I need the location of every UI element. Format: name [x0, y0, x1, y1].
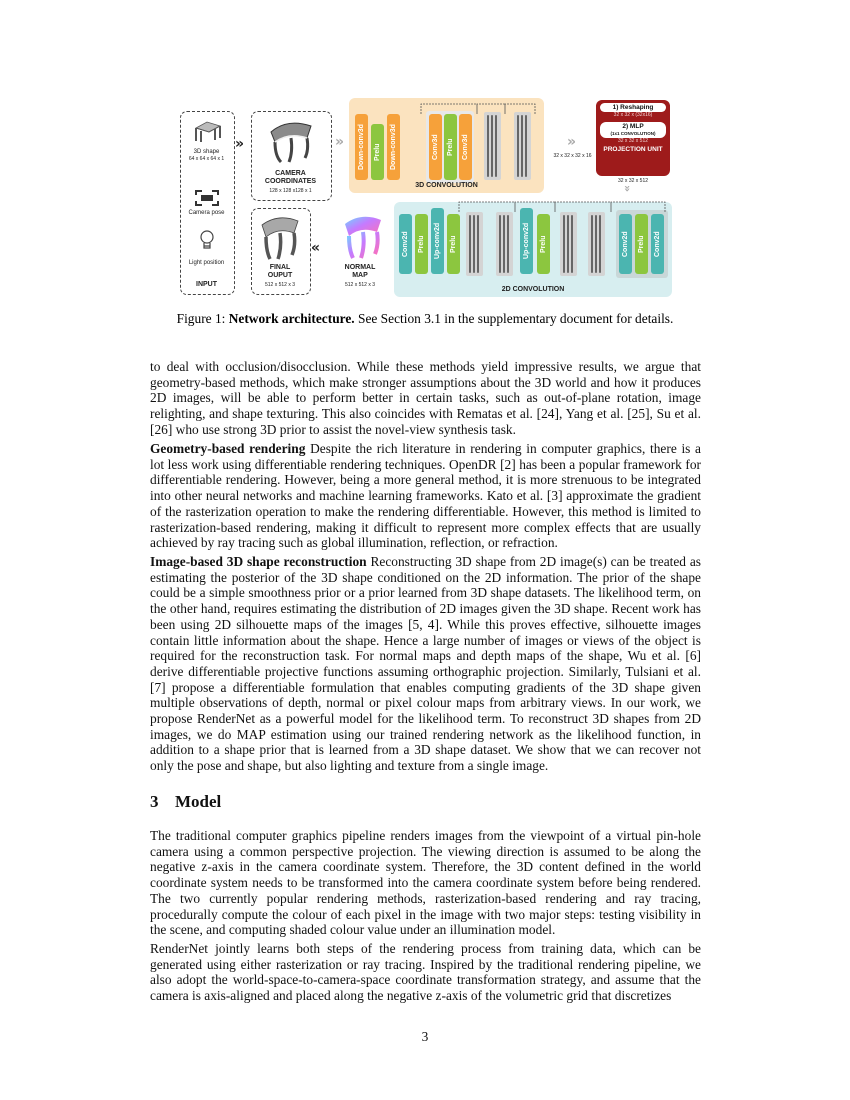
conv2d-layer-prelu: Prelu	[415, 214, 428, 274]
section-number: 3	[150, 792, 159, 811]
conv2d-residual-stack	[588, 212, 605, 276]
page-number: 3	[421, 1029, 429, 1044]
camera-frame-icon	[194, 189, 220, 207]
camera-dims: 128 x 128 x128 x 1	[269, 188, 312, 194]
caption-bold: Network architecture.	[228, 311, 355, 326]
paragraph-heading: Image-based 3D shape reconstruction	[150, 554, 367, 569]
conv3d-output-dims: 32 x 32 x 32 x 16	[553, 153, 592, 159]
conv3d-title: 3D CONVOLUTION	[415, 182, 478, 189]
conv2d-layer-conv2d: Conv2d	[399, 214, 412, 274]
input-shape-dims: 64 x 64 x 64 x 1	[188, 156, 225, 162]
chevron-right-icon: »	[567, 134, 577, 150]
chair-mesh-icon	[265, 116, 317, 166]
conv2d-residual-stack	[466, 212, 483, 276]
camera-title-line2: COORDINATES	[264, 178, 317, 185]
chair-3d-icon	[193, 118, 223, 144]
projection-unit	[596, 100, 670, 176]
conv2d-layer-prelu-2: Prelu	[447, 214, 460, 274]
conv3d-layer-down-conv3d-2: Down-conv3d	[387, 114, 400, 180]
projection-step2-dims: 32 x 32 x 512	[617, 138, 649, 144]
caption-prefix: Figure 1:	[176, 311, 229, 326]
conv3d-residual-stack	[484, 112, 501, 180]
conv3d-layer-down-conv3d: Down-conv3d	[355, 114, 368, 180]
chevron-left-icon: «	[311, 240, 321, 256]
input-shape-label: 3D shape	[193, 149, 220, 155]
projection-step1: 1) Reshaping	[600, 103, 666, 112]
conv3d-residual-stack	[514, 112, 531, 180]
chevron-right-icon: »	[235, 136, 245, 152]
conv3d-layer-prelu-2: Prelu	[444, 114, 457, 180]
final-title-line2: OUPUT	[267, 272, 293, 279]
conv2d-skip-connections	[455, 200, 670, 214]
paragraph-body: Reconstructing 3D shape from 2D image(s) can be treated as estimating the posterior of the 3D shape conditioned on the 2D information. The prior of the shape could be a simple smoothness prior or a prior learned from 3D shape datasets. The likelihood term, on the other hand, requires estimating the distribution of 2D images given the 3D shape. Recent work has been using 2D silhouette maps of the images [5, 4]. While this proves effective, silhouette images contain little information about the shape. Hence a large number of images or views of the object is required for the reconstruction task. For normal maps and depth maps of the shape, Wu et al. [6] derive differentiable projective functions assuming orthographic projection. Similarly, Tulsiani et al. [7] propose a differentiable formulation that enables computing gradients of the 3D shape given multiple observations of depth, normal or pixel colour maps from arbitrary views. In our work, we propose RenderNet as a powerful model for the likelihood term. To reconstruct 3D shapes from 2D images, we do MAP estimation using our trained rendering network as the likelihood function, in addition to a shape prior that is learned from a 3D shape dataset. We show that we can recover not only the pose and shape, but also lighting and texture from a single image.	[150, 554, 701, 774]
paragraph-geometry-rendering	[150, 441, 701, 551]
section-heading	[150, 792, 221, 812]
chevron-down-icon: »	[621, 184, 635, 193]
input-title: INPUT	[196, 281, 217, 288]
paragraph-intro: to deal with occlusion/disocclusion. While these methods yield impressive results, we argue that geometry-based methods, which make stronger assumptions about the 3D world and how it produces 2D images, will be able to perform better in certain tasks, such as out-of-plane rotation, image relighting, and shape texturing. This also coincides with Rematas et al. [24], Yang et al. [25], Su et al. [26] who use strong 3D prior to assist the novel-view synthesis task.	[150, 359, 701, 437]
chevron-right-icon: »	[335, 134, 345, 150]
section-title: Model	[175, 792, 222, 811]
final-output-image	[258, 213, 302, 261]
projection-step2-label: 2) MLP	[622, 123, 644, 130]
projection-step2	[600, 122, 666, 138]
conv2d-residual-stack	[560, 212, 577, 276]
conv2d-layer-prelu-3: Prelu	[537, 214, 550, 274]
figure-caption	[140, 311, 710, 327]
projection-step2-sub: (1x1 CONVOLUTION)	[610, 131, 656, 136]
conv2d-layer-up-conv2d: Up-conv2d	[431, 208, 444, 274]
paragraph-body: Despite the rich literature in rendering in computer graphics, there is a lot less work using differentiable rendering techniques. OpenDR [2] has been a popular framework for differentiable rendering. However, being a more general method, it is more strenuous to be integrated into other neural networks and machine learning frameworks. Kato et al. [3] approximate the gradient of the rasterization operation to make the rendering differentiable. However, this method is limited to rasterization-based rendering, making it difficult to represent more complex effects that are usually achieved by ray tracing such as global illumination, reflection, or refraction.	[150, 441, 701, 551]
final-dims: 512 x 512 x 3	[264, 282, 296, 288]
conv2d-layer-up-conv2d-2: Up-conv2d	[520, 208, 533, 274]
paragraph-model-1: The traditional computer graphics pipeline renders images from the viewpoint of a virtual pin-hole camera using a common perspective projection. The viewing direction is assumed to be along the negative z-axis in the camera coordinate system. Therefore, the 3D content defined in the world coordinate system needs to be transformed into the camera coordinate system before being rendered. The two currently popular rendering methods, rasterization-based rendering and ray tracing, procedurally compute the colour of each pixel in the image with two major steps: testing visibility in the scene, and computing shaded colour value under an illumination model.	[150, 828, 701, 938]
conv3d-layer-conv3d: Conv3d	[429, 114, 442, 180]
projection-output-dims: 32 x 32 x 512	[617, 178, 649, 184]
normal-map-image	[339, 210, 387, 262]
paragraph-shape-reconstruction	[150, 554, 701, 774]
normal-map-title-line1: NORMAL	[344, 264, 376, 271]
paragraph-heading: Geometry-based rendering	[150, 441, 306, 456]
projection-title: PROJECTION UNIT	[603, 146, 663, 153]
projection-step1-dims: 32 x 32 x (32x16)	[613, 112, 653, 118]
network-architecture-figure	[175, 96, 675, 301]
conv2d-layer-conv2d-2: Conv2d	[619, 214, 632, 274]
camera-title-line1: CAMERA	[275, 170, 306, 177]
final-title-line1: FINAL	[269, 264, 291, 271]
normal-map-title-line2: MAP	[352, 272, 368, 279]
input-camera-label: Camera pose	[188, 210, 225, 216]
conv2d-title: 2D CONVOLUTION	[501, 286, 565, 293]
conv2d-layer-prelu-4: Prelu	[635, 214, 648, 274]
paragraph-model-2: RenderNet jointly learns both steps of the rendering process from training data, which can be generated using either rasterization or ray tracing. Inspired by the traditional rendering pipeline, we also adopt the world-space-to-camera-space coordinate transformation strategy, and assume that the camera is axis-aligned and placed along the negative z-axis of the volumetric grid that discretizes	[150, 941, 701, 1004]
conv3d-layer-conv3d-2: Conv3d	[459, 114, 472, 180]
conv2d-layer-conv2d-3: Conv2d	[651, 214, 664, 274]
caption-rest: See Section 3.1 in the supplementary document for details.	[354, 311, 674, 326]
conv3d-skip-connections	[415, 102, 540, 116]
light-bulb-icon	[199, 229, 215, 253]
conv2d-residual-stack	[496, 212, 513, 276]
normal-map-dims: 512 x 512 x 3	[344, 282, 376, 288]
conv3d-layer-prelu: Prelu	[371, 124, 384, 180]
input-light-label: Light position	[188, 260, 225, 266]
